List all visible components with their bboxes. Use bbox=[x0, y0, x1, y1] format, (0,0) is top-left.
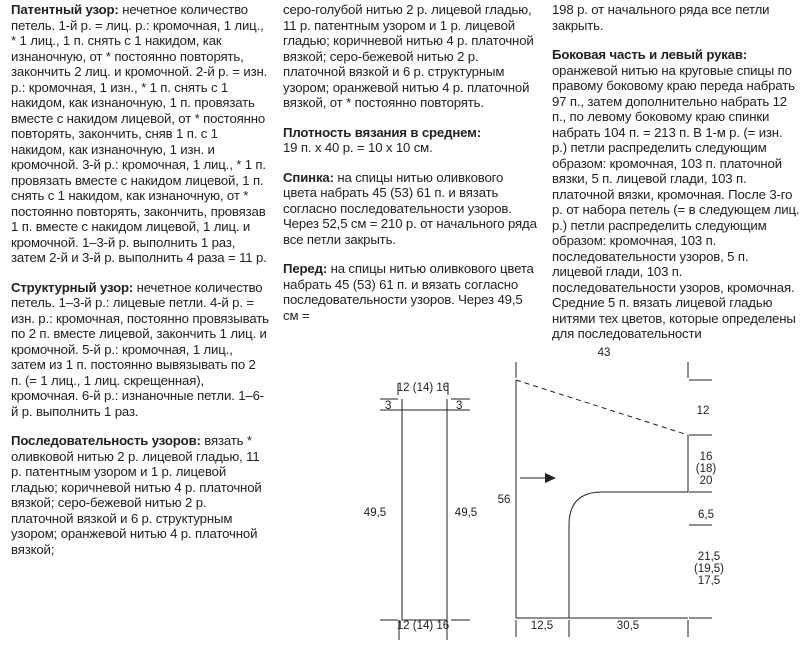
dim-17-5-label: 17,5 bbox=[697, 575, 721, 587]
density-section bbox=[283, 125, 538, 156]
density-heading: Плотность вязания в среднем: bbox=[283, 124, 481, 140]
sequence-continuation bbox=[283, 2, 538, 111]
back-text: на спицы нитью оливкового цвета набрать 45 (53) 61 п. и вязать согласно последовательности узоров. Через 52,5 см = 210 р. от начального ряда все петли закрыть. bbox=[283, 169, 537, 247]
column-2 bbox=[283, 2, 538, 337]
structural-pattern-text: нечетное количество петель. 1–3-й р.: лицевые петли. 4-й р. = изн. р.: кромочная, постоянно провязывать по 2 п. вместе лицевой, закончить 1 лиц. и кромочной. 5-й р.: кромочная, 1 лиц., затем из 1 п. постоянно вывязывать по 2 п. (= 1 лиц., 1 лиц. скрещенная), кромочная. 6-й р.: изнаночные петли. 1–6-й р. выполнить 1 раз. bbox=[11, 279, 269, 419]
small-left-label: 3 bbox=[385, 400, 392, 412]
structural-pattern-heading: Структурный узор: bbox=[11, 279, 134, 295]
side-section bbox=[552, 47, 800, 342]
dim-19-5-label: (19,5) bbox=[693, 563, 725, 575]
front-text: на спицы нитью оливкового цвета набрать 45 (53) 61 п. и вязать согласно последовательности узоров. Через 49,5 см = bbox=[283, 261, 534, 323]
panel-outline bbox=[402, 410, 447, 620]
structural-pattern-section bbox=[11, 280, 269, 420]
pattern-schematic bbox=[355, 335, 812, 649]
back-heading: Спинка: bbox=[283, 169, 334, 185]
bottom-right-label: 30,5 bbox=[616, 620, 640, 632]
sequence-continuation-text: серо-голубой нитью 2 р. лицевой гладью, 11 р. патентным узором и 1 р. лицевой гладью; коричневой нитью 4 р. платочной вязкой; серо-бежевой нитью 2 р. платочной вязкой и 6 р. структурным узором; оранжевой нитью 4 р. платочной вязкой, от * постоянно повторять. bbox=[283, 2, 534, 110]
column-3 bbox=[552, 2, 800, 356]
side-heading: Боковая часть и левый рукав: bbox=[552, 47, 748, 62]
dim-18-label: (18) bbox=[695, 463, 717, 475]
pattern-sequence-section bbox=[11, 433, 269, 557]
bottom-left-label: 12,5 bbox=[530, 620, 554, 632]
column-1 bbox=[11, 2, 269, 571]
dim-21-5-label: 21,5 bbox=[697, 551, 721, 563]
pattern-sequence-heading: Последовательность узоров: bbox=[11, 433, 201, 448]
height-right-label: 49,5 bbox=[454, 507, 478, 519]
dim-56-label: 56 bbox=[497, 494, 511, 506]
patent-pattern-text: нечетное количество петель. 1-й р. = лиц. р.: кромочная, 1 лиц., * 1 лиц., 1 п. снять с 1 накидом, как изнаночную, от * постоянно повторять, закончить 2 лиц. и кромочной. 2-й р. = изн. р.: кромочная, 1 изн., * 1 п. снять с 1 накидом, как изнаночную, 1 п. провязать вместе с накидом лицевой, от * постоянно повторять, закончить, сняв 1 п. с 1 накидом, как изнаночную, 1 изн. и кромочной. 3-й р.: кромочная, 1 лиц., * 1 п. провязать вместе с накидом лицевой, 1 п. снять с 1 накидом, как изнаночную, от * постоянно повторять, закончить, провязав 1 п. вместе с накидом лицевой, 1 лиц. и кромочной. 1–3-й р. выполнить 1 раз, затем 2-й и 3-й р. выполнить 4 раза = 11 р. bbox=[11, 2, 268, 265]
front-section bbox=[283, 261, 538, 323]
arrow-icon bbox=[545, 473, 556, 483]
patent-pattern-heading: Патентный узор: bbox=[11, 2, 119, 17]
front-continuation bbox=[552, 2, 800, 33]
bottom-width-label: 12 (14) 16 bbox=[396, 620, 450, 632]
back-section bbox=[283, 170, 538, 248]
dim-20-label: 20 bbox=[699, 475, 713, 487]
front-continuation-text: 198 р. от начального ряда все петли закрыть. bbox=[552, 2, 770, 33]
top-length-label: 43 bbox=[597, 347, 611, 359]
pattern-sequence-text: вязать * оливковой нитью 2 р. лицевой гладью, 11 р. патентным узором и 1 р. лицевой гладью; коричневой нитью 4 р. платочной вязкой; серо-бежевой нитью 2 р. платочной вязкой и 6 р. структурным узором; оранжевой нитью 4 р. платочной вязкой; bbox=[11, 433, 262, 557]
top-width-label: 12 (14) 16 bbox=[396, 382, 450, 394]
density-text: 19 п. х 40 р. = 10 х 10 см. bbox=[283, 140, 433, 155]
height-left-label: 49,5 bbox=[363, 507, 387, 519]
dim-16-label: 16 bbox=[699, 451, 713, 463]
dim-6-5-label: 6,5 bbox=[698, 509, 714, 521]
side-text: оранжевой нитью на круговые спицы по правому боковому краю переда набрать 97 п., затем дополнительно набрать 12 п., по левому боковому краю спинки набрать 104 п. = 213 п. В 1-м р. (= изн. р.) петли распределить следующим образом: кромочная, 103 п. платочной вязки, 5 п. лицевой глади, 103 п. платочной вязки, кромочная. После 3-го р. от набора петель (= в следующем лиц. р.) петли распределить следующим образом: кромочная, 103 п. последовательности узоров, 5 п. лицевой глади, 103 п. последовательности узоров, кромочная. Средние 5 п. вязать лицевой гладью нитями тех цветов, которые определены для последовательности bbox=[552, 62, 800, 341]
front-heading: Перед: bbox=[283, 261, 328, 276]
patent-pattern-section bbox=[11, 2, 269, 266]
small-right-label: 3 bbox=[456, 400, 463, 412]
dim-12-label: 12 bbox=[696, 405, 710, 417]
